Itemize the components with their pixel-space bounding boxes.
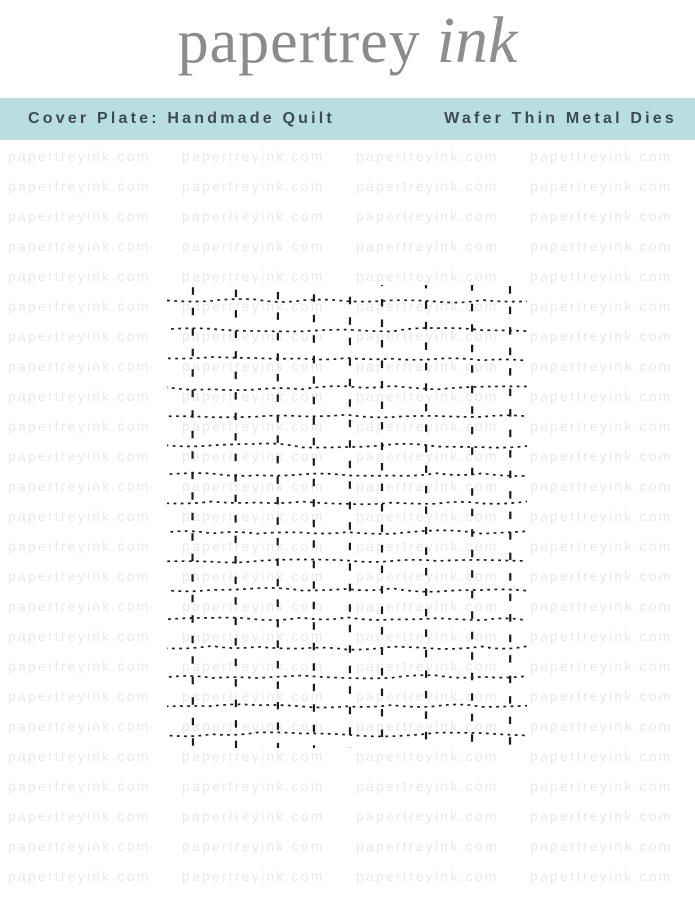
watermark-text: papertreyink.com <box>530 628 673 644</box>
watermark-text: papertreyink.com <box>182 568 325 584</box>
watermark-text: papertreyink.com <box>356 358 499 374</box>
watermark-text: papertreyink.com <box>356 328 499 344</box>
watermark-text: papertreyink.com <box>530 508 673 524</box>
watermark-text: papertreyink.com <box>530 478 673 494</box>
watermark-text: papertreyink.com <box>182 658 325 674</box>
watermark-text: papertreyink.com <box>530 178 673 194</box>
watermark-text: papertreyink.com <box>182 358 325 374</box>
watermark-text: papertreyink.com <box>530 448 673 464</box>
watermark-text: papertreyink.com <box>356 418 499 434</box>
watermark-text: papertreyink.com <box>182 688 325 704</box>
title-banner <box>0 98 695 140</box>
watermark-text: papertreyink.com <box>356 148 499 164</box>
watermark-text: papertreyink.com <box>530 688 673 704</box>
watermark-text: papertreyink.com <box>530 418 673 434</box>
watermark-text: papertreyink.com <box>530 568 673 584</box>
watermark-text: papertreyink.com <box>356 538 499 554</box>
product-type-label: Wafer Thin Metal Dies <box>444 110 677 127</box>
watermark-text: papertreyink.com <box>530 238 673 254</box>
watermark-text: papertreyink.com <box>8 568 151 584</box>
watermark-text: papertreyink.com <box>182 538 325 554</box>
watermark-text: papertreyink.com <box>356 298 499 314</box>
watermark-text: papertreyink.com <box>8 178 151 194</box>
watermark-text: papertreyink.com <box>530 598 673 614</box>
watermark-text: papertreyink.com <box>182 388 325 404</box>
watermark-text: papertreyink.com <box>8 748 151 764</box>
watermark-text: papertreyink.com <box>356 628 499 644</box>
watermark-text: papertreyink.com <box>182 478 325 494</box>
watermark-text: papertreyink.com <box>182 508 325 524</box>
watermark-text: papertreyink.com <box>530 538 673 554</box>
watermark-text: papertreyink.com <box>182 208 325 224</box>
watermark-text: papertreyink.com <box>356 478 499 494</box>
watermark-text: papertreyink.com <box>356 508 499 524</box>
watermark-text: papertreyink.com <box>530 718 673 734</box>
watermark-text: papertreyink.com <box>356 688 499 704</box>
watermark-text: papertreyink.com <box>8 598 151 614</box>
watermark-text: papertreyink.com <box>356 808 499 824</box>
watermark-text: papertreyink.com <box>356 868 499 884</box>
watermark-text: papertreyink.com <box>530 748 673 764</box>
watermark-text: papertreyink.com <box>356 748 499 764</box>
watermark-text: papertreyink.com <box>8 628 151 644</box>
logo-text-papertrey: papertrey <box>177 8 421 76</box>
watermark-text: papertreyink.com <box>182 778 325 794</box>
watermark-text: papertreyink.com <box>530 388 673 404</box>
watermark-text: papertreyink.com <box>182 418 325 434</box>
watermark-text: papertreyink.com <box>356 178 499 194</box>
watermark-text: papertreyink.com <box>8 388 151 404</box>
watermark-text: papertreyink.com <box>8 268 151 284</box>
watermark-text: papertreyink.com <box>530 868 673 884</box>
watermark-text: papertreyink.com <box>8 328 151 344</box>
watermark-text: papertreyink.com <box>8 718 151 734</box>
watermark-text: papertreyink.com <box>8 208 151 224</box>
watermark-text: papertreyink.com <box>356 658 499 674</box>
watermark-text: papertreyink.com <box>530 268 673 284</box>
watermark-text: papertreyink.com <box>8 418 151 434</box>
watermark-text: papertreyink.com <box>8 658 151 674</box>
watermark-text: papertreyink.com <box>530 838 673 854</box>
logo-text-ink: ink <box>436 4 518 77</box>
watermark-text: papertreyink.com <box>530 298 673 314</box>
logo-ink-group <box>436 4 518 77</box>
papertrey-ink-logo <box>0 4 695 100</box>
watermark-text: papertreyink.com <box>8 688 151 704</box>
watermark-text: papertreyink.com <box>182 718 325 734</box>
watermark-text: papertreyink.com <box>356 388 499 404</box>
watermark-text: papertreyink.com <box>8 358 151 374</box>
watermark-text: papertreyink.com <box>356 238 499 254</box>
watermark-text: papertreyink.com <box>530 808 673 824</box>
watermark-text: papertreyink.com <box>182 328 325 344</box>
watermark-text: papertreyink.com <box>182 598 325 614</box>
watermark-text: papertreyink.com <box>530 148 673 164</box>
watermark-text: papertreyink.com <box>530 208 673 224</box>
watermark-text: papertreyink.com <box>8 478 151 494</box>
watermark-text: papertreyink.com <box>182 748 325 764</box>
watermark-text: papertreyink.com <box>530 358 673 374</box>
watermark-text: papertreyink.com <box>8 868 151 884</box>
watermark-text: papertreyink.com <box>182 868 325 884</box>
watermark-text: papertreyink.com <box>182 268 325 284</box>
watermark-text: papertreyink.com <box>356 838 499 854</box>
watermark-text: papertreyink.com <box>8 838 151 854</box>
watermark-text: papertreyink.com <box>356 448 499 464</box>
watermark-text: papertreyink.com <box>356 598 499 614</box>
watermark-text: papertreyink.com <box>356 778 499 794</box>
watermark-text: papertreyink.com <box>182 148 325 164</box>
watermark-text: papertreyink.com <box>8 238 151 254</box>
watermark-text: papertreyink.com <box>530 328 673 344</box>
watermark-text: papertreyink.com <box>182 178 325 194</box>
watermark-text: papertreyink.com <box>8 778 151 794</box>
watermark-text: papertreyink.com <box>8 808 151 824</box>
watermark-text: papertreyink.com <box>182 448 325 464</box>
watermark-text: papertreyink.com <box>182 628 325 644</box>
product-title: Cover Plate: Handmade Quilt <box>28 110 335 127</box>
watermark-text: papertreyink.com <box>182 808 325 824</box>
watermark-text: papertreyink.com <box>8 148 151 164</box>
watermark-text: papertreyink.com <box>8 538 151 554</box>
watermark-text: papertreyink.com <box>8 448 151 464</box>
watermark-text: papertreyink.com <box>182 838 325 854</box>
watermark-text: papertreyink.com <box>356 208 499 224</box>
watermark-text: papertreyink.com <box>356 718 499 734</box>
watermark-text: papertreyink.com <box>8 298 151 314</box>
watermark-text: papertreyink.com <box>182 238 325 254</box>
watermark-text: papertreyink.com <box>8 508 151 524</box>
watermark-text: papertreyink.com <box>356 268 499 284</box>
watermark-text: papertreyink.com <box>356 568 499 584</box>
watermark-text: papertreyink.com <box>530 778 673 794</box>
watermark-text: papertreyink.com <box>530 658 673 674</box>
watermark-text: papertreyink.com <box>182 298 325 314</box>
